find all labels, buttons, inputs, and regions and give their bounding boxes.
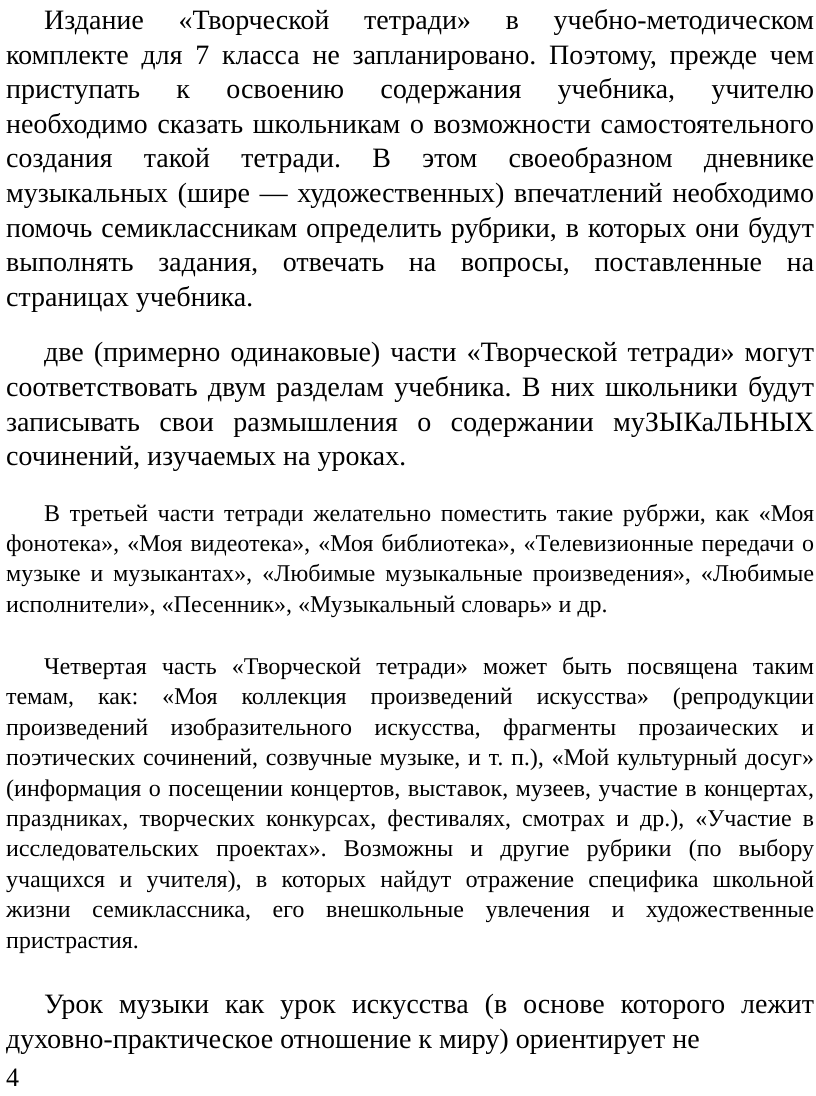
paragraph-music-lesson: Урок музыки как урок искусства (в основе которого лежит духовно-практическое отношение к миру) ориентирует не [6, 989, 814, 1055]
paragraph-two-parts: две (примерно одинаковые) части «Творческой тетради» могут соответствовать двум разделам учебника. В них школьники будут записывать свои размышления о содержании муЗЫКаЛЬНЫХ сочинений, изучаемых на уроках. [6, 337, 814, 473]
page-number: 4 [6, 1063, 19, 1092]
document-page [6, 0, 814, 1096]
paragraph-creative-notebook-intro: Издание «Творческой тетради» в учебно-методическом комплекте для 7 класса не запланировано. Поэтому, прежде чем приступать к освоению содержания учебника, учителю необходимо сказать школьникам о возможности самостоятельного создания такой тетради. В этом своеобразном дневнике музыкальных (шире — художественных) впечатлений необходимо помочь семиклассникам определить рубрики, в которых они будут выполнять задания, отвечать на вопросы, поставленные на страницах учебника. [6, 5, 814, 313]
paragraph-third-part: В третьей части тетради желательно поместить такие рубржи, как «Моя фонотека», «Моя видеотека», «Моя библиотека», «Телевизионные передачи о музыке и музыкантах», «Любимые музыкальные произведения», «Любимые исполнители», «Песенник», «Музыкальный словарь» и др. [6, 501, 814, 618]
paragraph-fourth-part: Четвертая часть «Творческой тетради» может быть посвящена таким темам, как: «Моя коллекция произведений искусства» (репродукции произведений изобразительного искусства, фрагменты прозаических и поэтических сочинений, созвучные музыке, и т. п.), «Мой культурный досуг» (информация о посещении концертов, выставок, музеев, участие в концертах, праздниках, творческих конкурсах, фестивалях, смотрах и др.), «Участие в исследовательских проектах». Возможны и другие рубрики (по выбору учащихся и учителя), в которых найдут отражение специфика школьной жизни семиклассника, его внешкольные увлечения и художественные пристрастия. [6, 654, 814, 954]
